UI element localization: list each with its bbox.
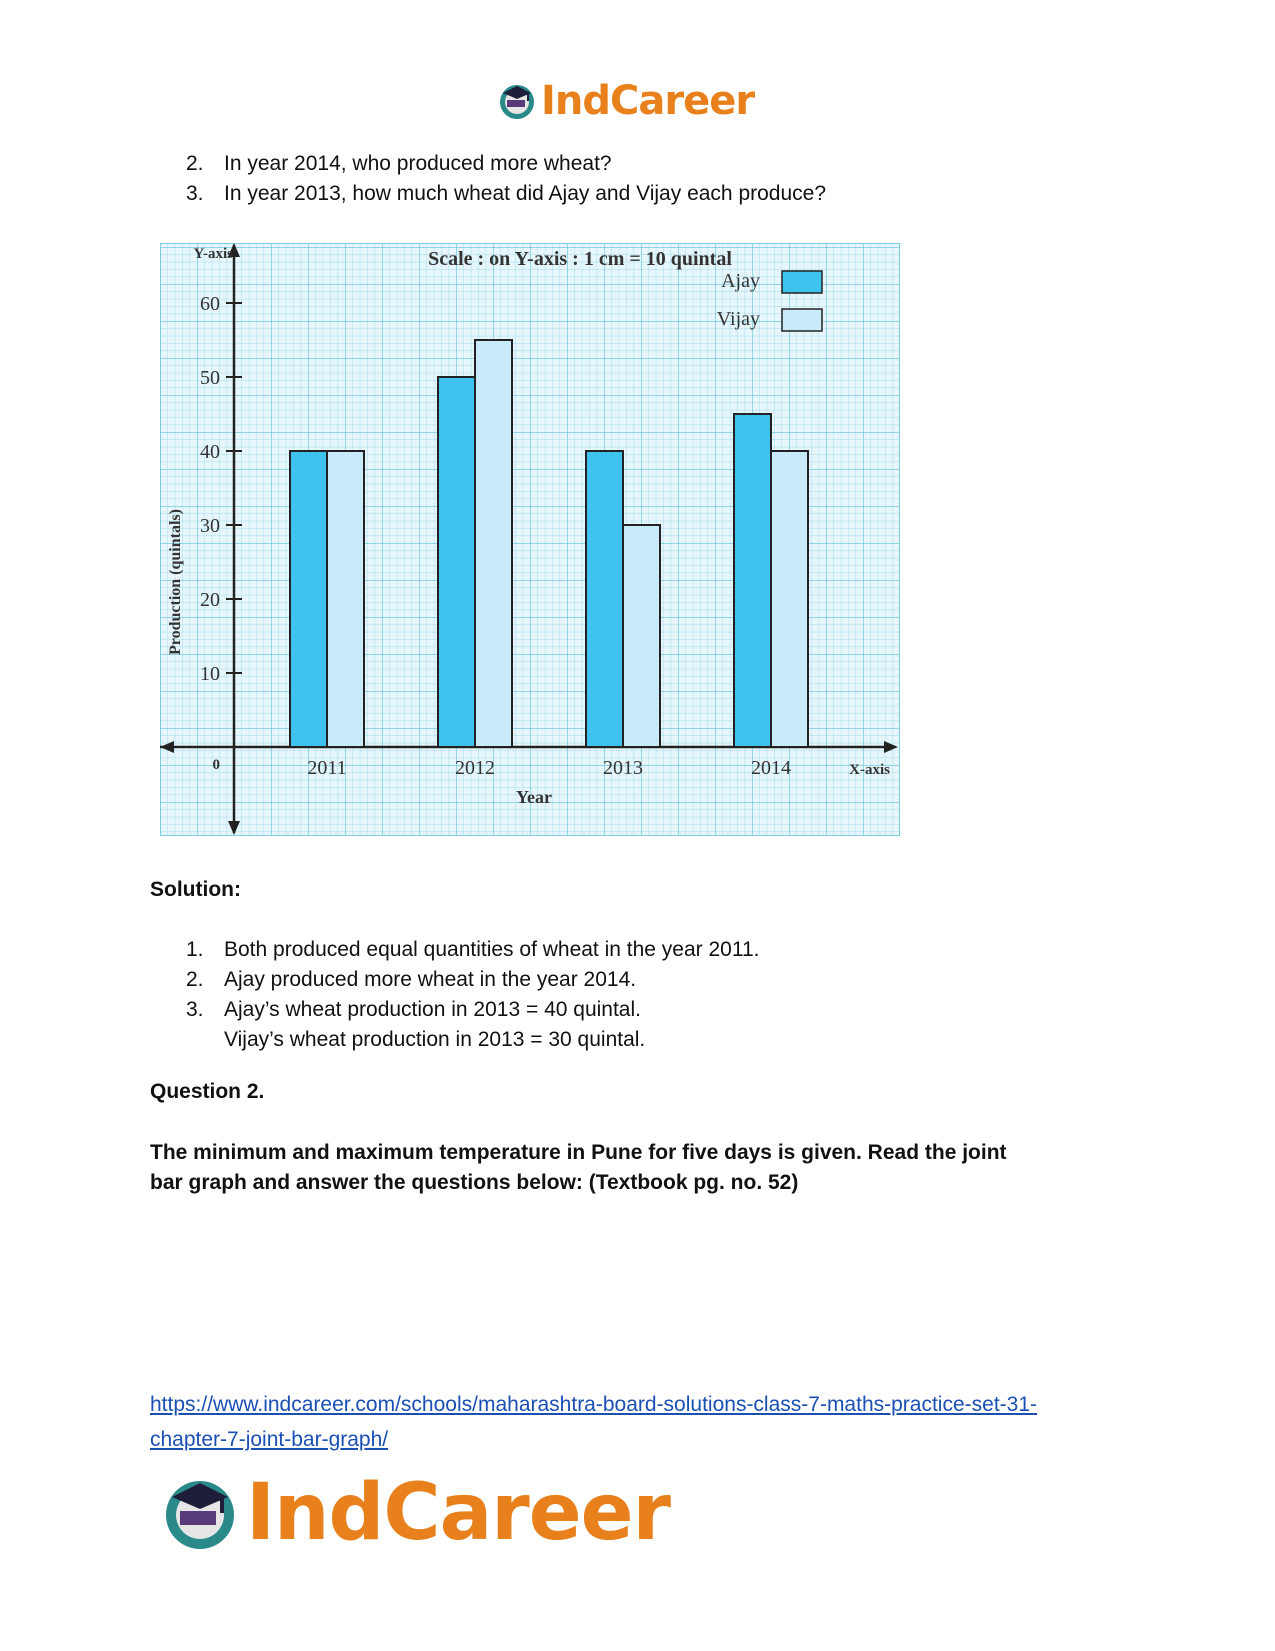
y-axis-name: Y-axis	[193, 246, 233, 262]
bar-ajay-2012	[438, 377, 475, 747]
list-text: Both produced equal quantities of wheat in the year 2011.	[224, 938, 760, 961]
bar-ajay-2014	[734, 414, 771, 747]
source-link-line[interactable]: https://www.indcareer.com/schools/maharashtra-board-solutions-class-7-maths-practice-set-31-	[150, 1393, 1038, 1416]
list-number: 2.	[186, 152, 204, 175]
joint-bar-graph	[160, 243, 900, 836]
legend-label: Vijay	[716, 308, 760, 330]
source-link-line[interactable]: chapter-7-joint-bar-graph/	[150, 1428, 389, 1451]
list-text: In year 2014, who produced more wheat?	[224, 152, 612, 175]
brand-name: IndCareer	[541, 78, 755, 124]
bar-vijay-2012	[475, 340, 512, 747]
x-axis-label: Year	[516, 787, 552, 807]
x-tick-label: 2012	[455, 757, 495, 779]
list-number: 3.	[186, 998, 204, 1021]
chart-title: Scale : on Y-axis : 1 cm = 10 quintal	[428, 248, 732, 270]
list-item	[186, 179, 826, 209]
question2-line: bar graph and answer the questions below: (Textbook pg. no. 52)	[150, 1171, 799, 1194]
list-number: 2.	[186, 968, 204, 991]
indcareer-logo-top	[497, 78, 754, 124]
list-item	[186, 965, 760, 995]
y-tick-label: 20	[200, 589, 220, 611]
graduation-globe-icon	[160, 1473, 240, 1553]
x-axis-name: X-axis	[849, 762, 890, 778]
solution-list	[186, 935, 760, 1055]
solution-heading: Solution:	[150, 878, 241, 901]
graduation-globe-icon	[497, 81, 537, 121]
y-tick-label: 50	[200, 367, 220, 389]
list-number: 1.	[186, 938, 204, 961]
bar-ajay-2011	[290, 451, 327, 747]
source-link[interactable]	[150, 1387, 1130, 1457]
y-tick-label: 40	[200, 441, 220, 463]
y-tick-label: 30	[200, 515, 220, 537]
question-list	[186, 149, 826, 209]
list-text: In year 2013, how much wheat did Ajay and Vijay each produce?	[224, 182, 827, 205]
list-item	[186, 995, 760, 1055]
legend-label: Ajay	[721, 270, 760, 292]
x-tick-label: 2014	[751, 757, 791, 779]
x-tick-label: 2011	[307, 757, 347, 779]
bar-vijay-2011	[327, 451, 364, 747]
list-item	[186, 149, 826, 179]
y-tick-label: 10	[200, 663, 220, 685]
y-tick-label: 60	[200, 293, 220, 315]
brand-name: IndCareer	[246, 1468, 670, 1558]
y-axis-label: Production (quintals)	[167, 509, 184, 655]
bar-vijay-2014	[771, 451, 808, 747]
list-text: Ajay produced more wheat in the year 2014.	[224, 968, 637, 991]
list-text: Ajay’s wheat production in 2013 = 40 quintal.	[224, 998, 641, 1021]
question2-heading: Question 2.	[150, 1080, 265, 1103]
origin-label: 0	[212, 757, 220, 773]
indcareer-logo-bottom	[160, 1468, 670, 1558]
legend-swatch	[782, 309, 822, 331]
list-number: 3.	[186, 182, 204, 205]
x-tick-label: 2013	[603, 757, 643, 779]
list-text: Vijay’s wheat production in 2013 = 30 quintal.	[224, 1028, 646, 1051]
bar-vijay-2013	[623, 525, 660, 747]
question2-line: The minimum and maximum temperature in Pune for five days is given. Read the joint	[150, 1141, 1007, 1164]
legend-swatch	[782, 271, 822, 293]
question2-text	[150, 1138, 1110, 1198]
list-item	[186, 935, 760, 965]
bar-ajay-2013	[586, 451, 623, 747]
